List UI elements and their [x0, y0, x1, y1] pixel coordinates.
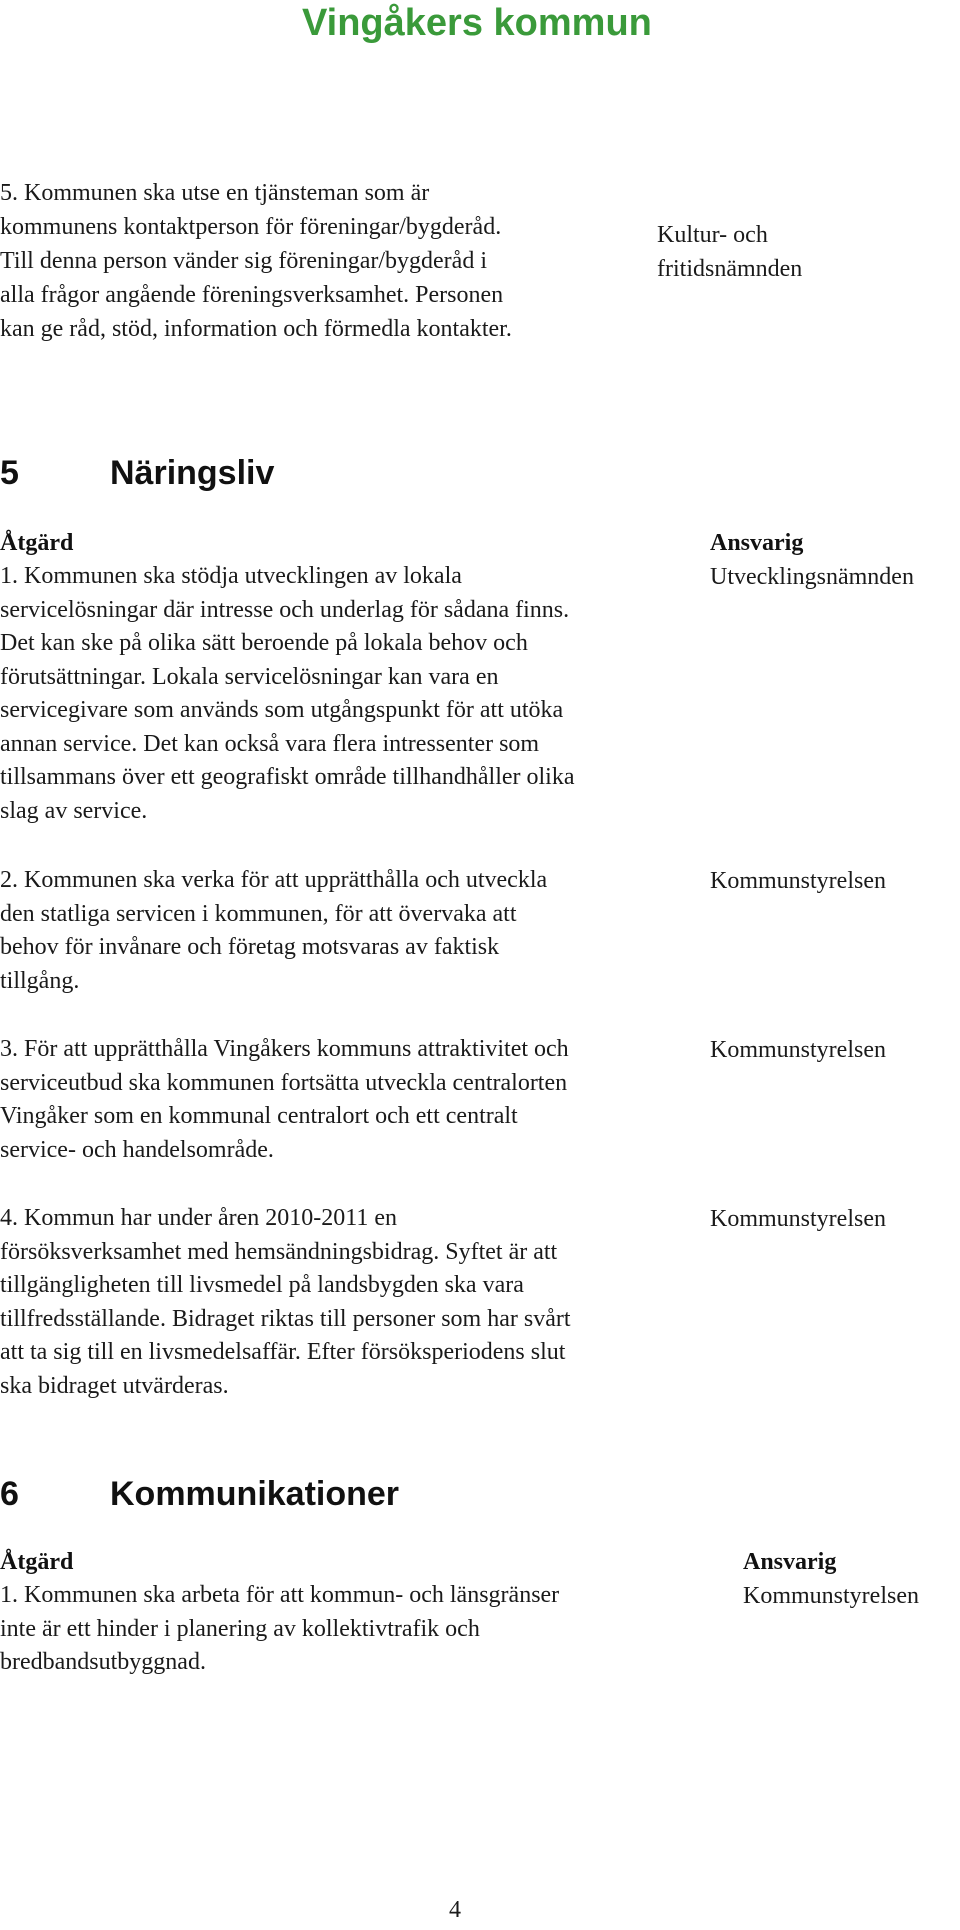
responsible-text: Kommunstyrelsen	[710, 1206, 886, 1232]
responsible-text: Kultur- och fritidsnämnden	[657, 222, 803, 282]
responsible-column-label: Ansvarig	[710, 530, 804, 556]
list-item	[0, 560, 700, 828]
list-item	[0, 176, 640, 346]
action-text: 2. Kommunen ska verka för att upprätthålla och utveckla den statliga servicen i kommunen, för att övervaka att behov för invånare och företag motsvaras av faktisk tillgång.	[0, 867, 548, 994]
list-item	[0, 1202, 700, 1403]
list-item	[0, 864, 700, 998]
section-heading	[0, 453, 274, 493]
section-heading	[0, 1474, 399, 1514]
action-text: 5. Kommunen ska utse en tjänsteman som är kommunens kontaktperson för föreningar/bygderåd. Till denna person vänder sig föreningar/bygderåd i alla frågor angående föreningsverksamhet. Personen kan ge råd, stöd, information och förmedla kontakter.	[0, 180, 512, 342]
responsible-column-label: Ansvarig	[743, 1549, 837, 1575]
municipality-name: Vingåkers kommun	[302, 2, 652, 44]
page-number: 4	[449, 1897, 461, 1923]
action-text: 3. För att upprätthålla Vingåkers kommuns attraktivitet och serviceutbud ska kommunen fortsätta utveckla centralorten Vingåker som en kommunal centralort och ett centralt service- och handelsområde.	[0, 1036, 569, 1163]
responsible-text: Utvecklingsnämnden	[710, 564, 914, 590]
responsible-text: Kommunstyrelsen	[743, 1583, 919, 1609]
action-column-label: Åtgärd	[0, 530, 74, 556]
responsible-text: Kommunstyrelsen	[710, 1037, 886, 1063]
section-title: Näringsliv	[110, 454, 275, 492]
list-item	[0, 1033, 700, 1167]
action-text: 1. Kommunen ska arbeta för att kommun- och länsgränser inte är ett hinder i planering av kollektivtrafik och bredbandsutbyggnad.	[0, 1582, 560, 1675]
section-number: 6	[0, 1475, 19, 1513]
action-column-label: Åtgärd	[0, 1549, 74, 1575]
responsible-text: Kommunstyrelsen	[710, 868, 886, 894]
section-number: 5	[0, 454, 19, 492]
list-item	[0, 1579, 730, 1680]
section-title: Kommunikationer	[110, 1475, 400, 1513]
action-text: 4. Kommun har under åren 2010-2011 en försöksverksamhet med hemsändningsbidrag. Syftet är att tillgängligheten till livsmedel på landsbygden ska vara tillfredsställande. Bidraget riktas till personer som har svårt att ta sig till en livsmedelsaffär. Efter försöksperiodens slut ska bidraget utvärderas.	[0, 1205, 571, 1399]
action-text: 1. Kommunen ska stödja utvecklingen av lokala servicelösningar där intresse och underlag för sådana finns. Det kan ske på olika sätt beroende på lokala behov och förutsättningar. Lokala servicelösningar kan vara en servicegivare som används som utgångspunkt för att utöka annan service. Det kan också vara flera intressenter som tillsammans över ett geografiskt område tillhandhåller olika slag av service.	[0, 563, 575, 824]
